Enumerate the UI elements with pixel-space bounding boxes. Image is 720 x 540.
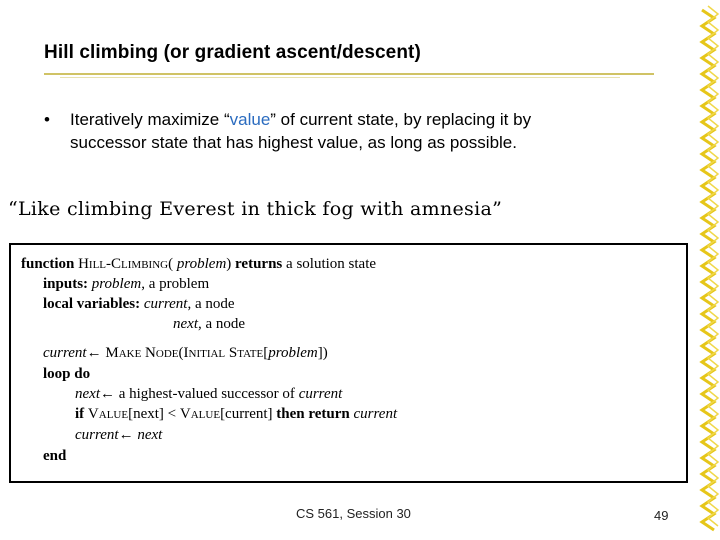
keyword-local-variables: local variables: bbox=[43, 296, 141, 312]
bullet-text-after: ” of current state, by replacing it by bbox=[270, 110, 532, 129]
arg-next: [next] bbox=[128, 406, 164, 422]
keyword-returns: returns bbox=[235, 256, 283, 272]
keyword-inputs: inputs: bbox=[43, 276, 89, 292]
fn-value: Value bbox=[179, 406, 221, 422]
algo-line-if bbox=[75, 406, 397, 423]
algo-line-init bbox=[43, 345, 328, 362]
decorative-zigzag-border bbox=[694, 0, 720, 540]
algo-line-local-vars bbox=[43, 296, 235, 313]
paren-open: ( bbox=[178, 345, 184, 361]
var-next: next bbox=[75, 386, 100, 402]
arg-current: [current] bbox=[220, 406, 273, 422]
algo-line-function bbox=[21, 256, 376, 273]
algorithm-box bbox=[9, 243, 688, 483]
algo-line-inputs bbox=[43, 276, 209, 293]
fn-initial-state: Initial State bbox=[183, 345, 264, 361]
bullet-marker: • bbox=[44, 110, 50, 129]
less-than-operator: < bbox=[167, 406, 177, 422]
function-arg: problem bbox=[176, 256, 227, 272]
var-problem: problem bbox=[268, 345, 318, 361]
input-desc: , a problem bbox=[141, 276, 210, 292]
bullet-text-before: Iteratively maximize “ bbox=[70, 110, 230, 129]
assign-arrow: ← bbox=[86, 345, 102, 361]
function-name: Hill-Climbing bbox=[78, 256, 169, 272]
algo-line-next-assign bbox=[75, 386, 342, 403]
algo-line-loop bbox=[43, 366, 90, 383]
slide-title: Hill climbing (or gradient ascent/descent) bbox=[44, 42, 421, 63]
title-underline bbox=[44, 73, 654, 75]
input-var: problem bbox=[91, 276, 142, 292]
keyword-if: if bbox=[75, 406, 85, 422]
local-var-current: current bbox=[143, 296, 188, 312]
footer-session: CS 561, Session 30 bbox=[296, 506, 411, 521]
bullet-text bbox=[70, 108, 660, 154]
algo-line-current-assign bbox=[75, 427, 162, 444]
local-var-desc: , a node bbox=[197, 316, 246, 332]
algo-line-end bbox=[43, 448, 66, 465]
fn-value: Value bbox=[87, 406, 129, 422]
assign-arrow: ← bbox=[118, 427, 134, 443]
return-desc: a solution state bbox=[286, 256, 377, 272]
title-underline-secondary bbox=[60, 77, 620, 78]
var-next: next bbox=[137, 427, 163, 443]
paren-open: ( bbox=[168, 256, 174, 272]
keyword-function: function bbox=[21, 256, 75, 272]
fn-make-node: Make Node bbox=[105, 345, 179, 361]
page-number: 49 bbox=[654, 508, 669, 523]
keyword-loop-do: loop do bbox=[43, 366, 91, 382]
algo-line-next-var bbox=[173, 316, 245, 333]
var-current: current bbox=[75, 427, 119, 443]
keyword-then-return: then return bbox=[276, 406, 350, 422]
quote-text: “Like climbing Everest in thick fog with amnesia” bbox=[8, 198, 503, 220]
bullet-highlight-value: value bbox=[229, 110, 271, 129]
var-current: current bbox=[298, 386, 343, 402]
bracket-open: [ bbox=[263, 345, 269, 361]
var-current: current bbox=[353, 406, 398, 422]
bullet-text-line2: successor state that has highest value, as long as possible. bbox=[70, 133, 517, 152]
local-var-desc: , a node bbox=[187, 296, 235, 312]
var-current: current bbox=[43, 345, 87, 361]
assign-arrow: ← bbox=[99, 386, 115, 402]
successor-desc: a highest-valued successor of bbox=[118, 386, 295, 402]
local-var-next: next bbox=[173, 316, 198, 332]
bracket-close: ]) bbox=[317, 345, 328, 361]
paren-close: ) bbox=[226, 256, 232, 272]
keyword-end: end bbox=[43, 448, 67, 464]
